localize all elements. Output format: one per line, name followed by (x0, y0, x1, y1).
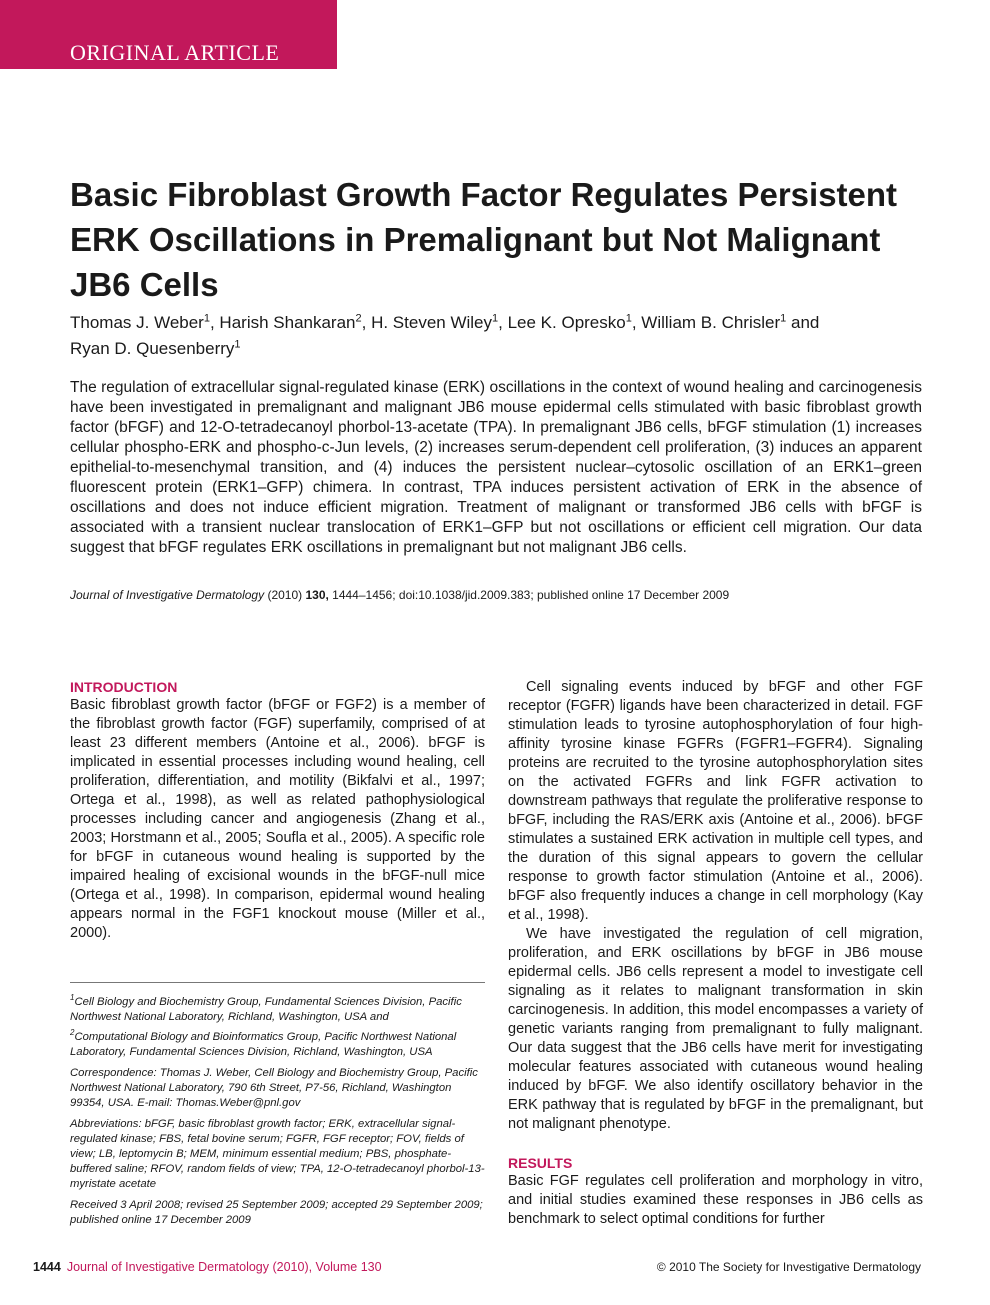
page-footer-left (33, 1260, 382, 1274)
author: Harish Shankaran$^2$, (219, 312, 372, 332)
copyright: © 2010 The Society for Investigative Dermatology (656, 1260, 921, 1274)
citation-volume: 130, (305, 588, 329, 602)
footnote-divider (70, 982, 485, 983)
article-title: Basic Fibroblast Growth Factor Regulates Persistent ERK Oscillations in Premalignant but Not Malignant JB6 Cells (70, 176, 898, 303)
author: H. Steven Wiley$^1$, (371, 312, 508, 332)
received-dates: Received 3 April 2008; revised 25 September 2009; accepted 29 September 2009; published online 17 December 2009 (70, 1198, 483, 1226)
author: Lee K. Opresko$^1$, (507, 312, 642, 332)
citation-line (70, 587, 930, 603)
body-paragraph: We have investigated the regulation of cell migration, proliferation, and ERK oscillations by bFGF in JB6 mouse epidermal cells. JB6 cells represent a model to investigate cell signaling as it relates to malignant transformation in skin carcinogenesis. In addition, this model encompasses a variety of genetic variants ranging from premalignant to fully malignant. Our data suggest that the JB6 cells have merit for investigating molecular features associated with cutaneous wound healing induced by bFGF. We also identify oscillatory behavior in the ERK pathway that is regulated by bFGF in the premalignant, but not malignant phenotype. (508, 926, 923, 1132)
author: Ryan D. Quesenberry$^1$ (70, 338, 241, 359)
author: Thomas J. Weber$^1$, (70, 312, 220, 332)
footnotes (70, 990, 485, 1234)
author: William B. Chrisler$^1$ and (641, 312, 820, 332)
author-list (70, 307, 930, 360)
citation-journal: Journal of Investigative Dermatology (70, 588, 265, 602)
results-heading: RESULTS (508, 1155, 573, 1171)
introduction-paragraph: Basic fibroblast growth factor (bFGF or FGF2) is a member of the fibroblast growth factor (FGF) superfamily, comprised of at least 23 different members (Antoine et al., 2006). bFGF is implicated in essential processes including wound healing, cell proliferation, differentiation, and motility (Bikfalvi et al., 1997; Ortega et al., 1998), as well as related pathophysiological processes including cancer and angiogenesis (Zhang et al., 2003; Horstmann et al., 2005; Soufla et al., 2005). A specific role for bFGF in cutaneous wound healing is supported by the impaired healing of excisional wounds in the bFGF-null mice (Ortega et al., 1998). In comparison, epidermal wound healing appears normal in the FGF1 knockout mouse (Miller et al., 2000). (70, 697, 485, 941)
footer-journal: Journal of Investigative Dermatology (2010), Volume 130 (66, 1260, 382, 1274)
left-column (70, 678, 485, 943)
affiliation-1: $^1$Cell Biology and Biochemistry Group, Fundamental Sciences Division, Pacific Northwest National Laboratory, Richland, Washington, USA and $^2$Computational Biology and Bioinformatics Group, Pacific Northwest National Laboratory, Fundamental Sciences Division, Richland, Washington, USA (70, 993, 462, 1058)
abstract: The regulation of extracellular signal-regulated kinase (ERK) oscillations in the context of wound healing and carcinogenesis have been investigated in premalignant and malignant JB6 mouse epidermal cells stimulated with basic fibroblast growth factor (bFGF) and 12-O-tetradecanoyl phorbol-13-acetate (TPA). In premalignant JB6 cells, bFGF stimulation (1) increases cellular phospho-ERK and phospho-c-Jun levels, (2) increases serum-dependent cell proliferation, (3) induces an apparent epithelial-to-mesenchymal transition, and (4) induces the persistent nuclear–cytosolic oscillation of an ERK1–green fluorescent protein (ERK1–GFP) chimera. In contrast, TPA induces persistent activation of ERK in the absence of oscillations and does not induce efficient migration. Treatment of malignant or transformed JB6 cells with bFGF is associated with a transient nuclear translocation of ERK1–GFP but not oscillations or efficient cell migration. Our data suggest that bFGF regulates ERK oscillations in premalignant but not malignant JB6 cells. (70, 379, 922, 556)
correspondence: Correspondence: Thomas J. Weber, Cell Biology and Biochemistry Group, Pacific Northwest National Laboratory, 790 6th Street, P7-56, Richland, Washington 99354, USA. E-mail: Thomas.Weber@pnl.gov (70, 1066, 478, 1109)
right-column (508, 678, 923, 1229)
citation-details: 1444–1456; doi:10.1038/jid.2009.383; published online 17 December 2009 (328, 588, 730, 602)
citation-year: (2010) (264, 588, 306, 602)
introduction-heading: INTRODUCTION (70, 679, 178, 695)
abbreviations: Abbreviations: bFGF, basic fibroblast growth factor; ERK, extracellular signal-regulated kinase; FBS, fetal bovine serum; FGFR, FGF receptor; FOV, fields of view; LB, leptomycin B; MEM, minimum essential medium; PBS, phosphate-buffered saline; RFOV, random fields of view; TPA, 12-O-tetradecanoyl phorbol-13-myristate acetate (70, 1117, 485, 1190)
section-label: ORIGINAL ARTICLE (70, 40, 280, 65)
body-paragraph: Cell signaling events induced by bFGF and other FGF receptor (FGFR) ligands have been characterized in detail. FGF stimulation leads to tyrosine autophosphorylation of four high-affinity tyrosine kinase FGFRs (FGFR1–FGFR4). Signaling proteins are recruited to the tyrosine autophosphorylation sites on the activated FGFRs and link FGFR activation to downstream pathways that regulate the proliferative response to bFGF, including the RAS/ERK axis (Antoine et al., 2006). bFGF stimulates a sustained ERK activation in multiple cell types, and the duration of this signal appears to govern the cellular response to growth factor stimulation (Antoine et al., 2006). bFGF also frequently induces a change in cell morphology (Kay et al., 1998). (508, 679, 923, 923)
page-number: 1444 (33, 1260, 61, 1274)
results-paragraph: Basic FGF regulates cell proliferation and morphology in vitro, and initial studies examined these responses in JB6 cells as benchmark to select optimal conditions for further (508, 1173, 923, 1227)
